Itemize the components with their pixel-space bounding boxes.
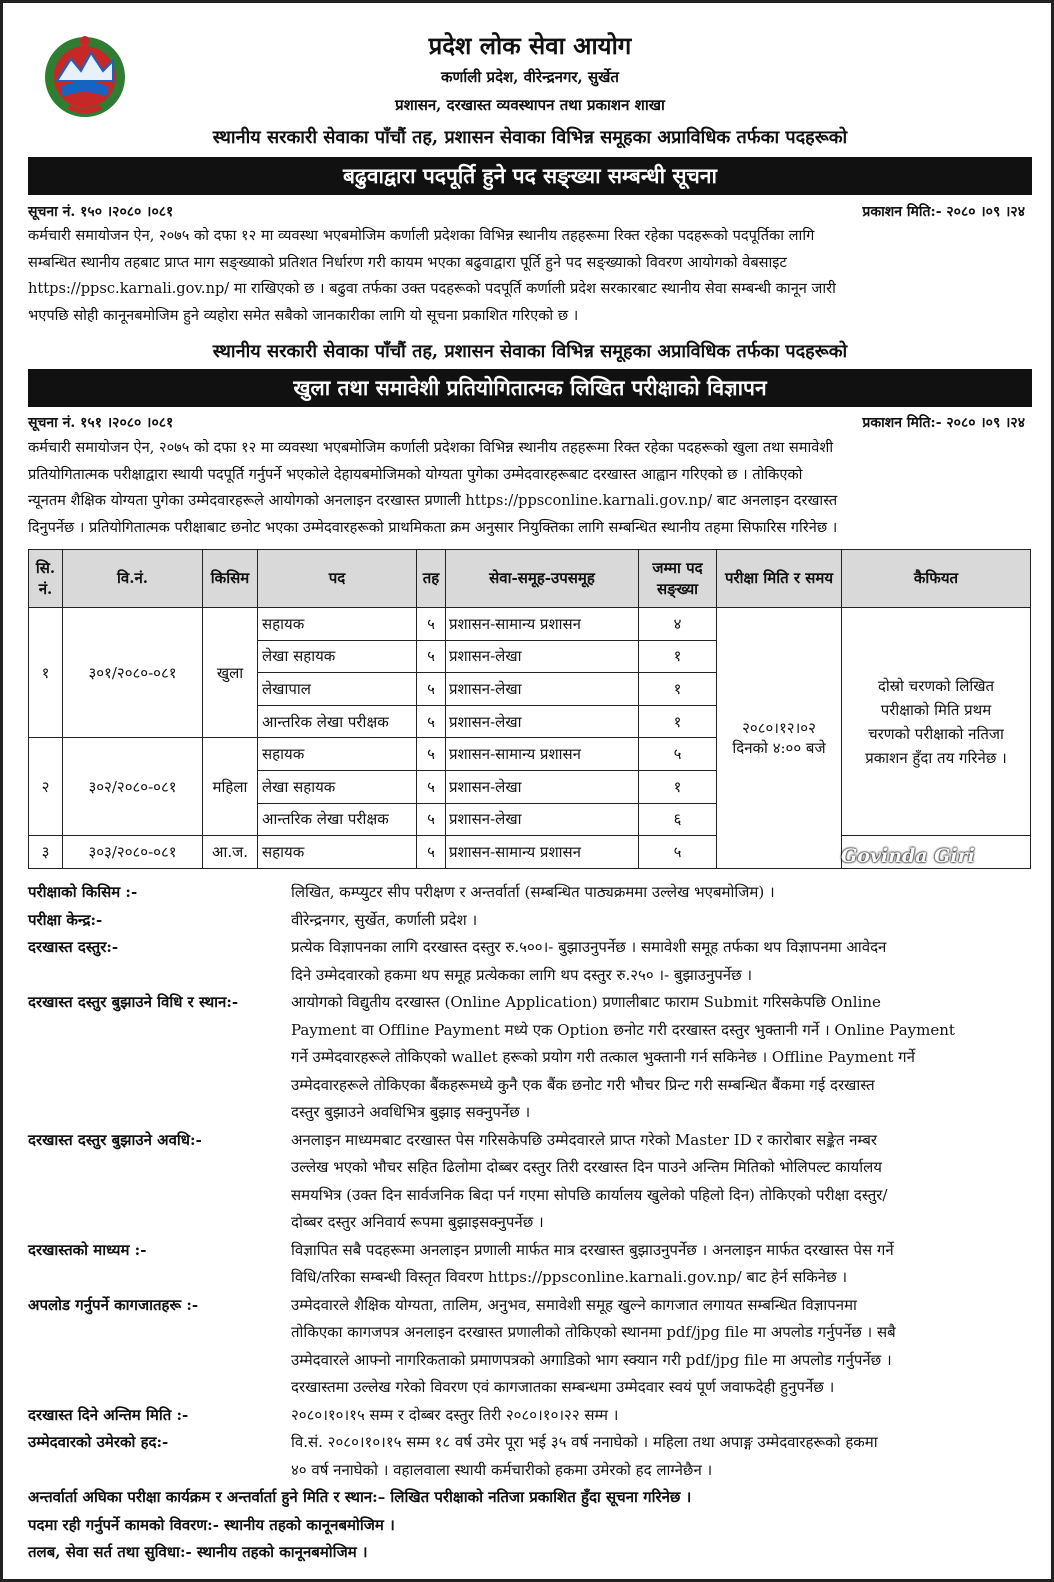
section2-notice-number: सूचना नं. १५१ ।२०८० ।०८१ [28, 415, 174, 431]
detail-row [28, 1127, 1032, 1237]
section1-line: सम्बन्धित स्थानीय तहबाट प्राप्त माग सङ्ख्याको प्रतिशत निर्धारण गरी कायम भएका बढुवाद्वारा पूर्ति हुने पद सङ्ख्याको विवरण आयोगको वेबसाइट [28, 253, 787, 271]
detail-value [291, 1127, 1032, 1237]
job-description-note: पदमा रही गर्नुपर्ने कामको विवरण:- स्थानीय तहको कानूनबमोजिम । [28, 1515, 395, 1534]
section2-publish-date: प्रकाशन मिति:- २०८० ।०९ ।२४ [862, 415, 1025, 431]
detail-value [291, 1429, 1032, 1484]
exam-time: दिनको ४:०० बजे [732, 738, 826, 757]
serial-cell: १ [29, 608, 63, 738]
exam-date: २०८०।१२।०२ [742, 718, 816, 737]
level-cell: ५ [417, 673, 446, 706]
detail-label: अपलोड गर्नुपर्ने कागजातहरू :- [28, 1295, 199, 1314]
post-cell: आन्तरिक लेखा परीक्षक [258, 803, 417, 836]
detail-row [28, 989, 1032, 1127]
detail-value [291, 989, 1032, 1127]
service-cell: प्रशासन-सामान्य प्रशासन [446, 836, 639, 869]
total-cell: १ [639, 705, 717, 738]
service-cell: प्रशासन-लेखा [446, 640, 639, 673]
detail-line: दस्तुर बुझाउने अवधिभित्र बुझाइ सक्नुपर्नेछ । [291, 1103, 531, 1121]
section2-heading: स्थानीय सरकारी सेवाका पाँचौं तह, प्रशासन सेवाका विभिन्न समूहका अप्राविधिक तर्फका पदहरूको [212, 341, 848, 362]
section2-body [28, 435, 1032, 541]
detail-line: दरखास्तमा उल्लेख गरेको विवरण एवं कागजातका सम्बन्धमा उम्मेदवार स्वयं पूर्ण जवाफदेही हुनुपर्नेछ । [291, 1378, 835, 1396]
post-cell: सहायक [258, 608, 417, 641]
detail-line: Payment वा Offline Payment मध्ये एक Option छनोट गरी दरखास्त दस्तुर भुक्तानी गर्ने । Online Payment [291, 1020, 955, 1039]
remarks-line: चरणको परीक्षाको नतिजा [868, 724, 1004, 743]
section2-banner: खुला तथा समावेशी प्रतियोगितात्मक लिखित परीक्षाको विज्ञापन [28, 369, 1032, 407]
details-section [28, 879, 1032, 1567]
detail-value [291, 1237, 1032, 1292]
detail-label: परीक्षा केन्द्र:- [28, 910, 103, 929]
detail-label: परीक्षाको किसिम :- [28, 883, 138, 901]
section1-publish-date: प्रकाशन मिति:- २०८० ।०९ ।२४ [862, 204, 1025, 220]
detail-line: उल्लेख भएको भौचर सहित ढिलोमा दोब्बर दस्तुर तिरी दरखास्त दिन पाउने अन्तिम मितिको भोलिपल्ट कार्यालय [291, 1158, 882, 1176]
section1-line: भएपछि सोही कानूनबमोजिम हुने व्यहोरा समेत सबैको जानकारीका लागि यो सूचना प्रकाशित गरिएको छ । [28, 306, 579, 324]
detail-line: दोब्बर दस्तुर अनिवार्य रूपमा बुझाइसक्नुपर्नेछ । [291, 1213, 544, 1231]
detail-row [28, 1429, 1032, 1484]
detail-line: आयोगको विद्युतीय दरखास्त (Online Application) प्रणालीबाट फाराम Submit गरिसकेपछि Online [291, 993, 881, 1011]
type-cell: आ.ज. [203, 836, 258, 869]
header-adv-number: वि.नं. [63, 550, 203, 608]
serial-cell: २ [29, 738, 63, 836]
exam-date-cell [717, 608, 842, 869]
table-header-row [29, 550, 1031, 608]
detail-row [28, 934, 1032, 989]
level-cell: ५ [417, 640, 446, 673]
detail-line: ४० वर्ष ननाघेको । वहालवाला स्थायी कर्मचारीको हकमा उमेरको हद लाग्नेछैन । [291, 1460, 713, 1479]
section1-line: कर्मचारी समायोजन ऐन, २०७५ को दफा १२ मा व्यवस्था भएबमोजिम कर्णाली प्रदेशका विभिन्न स्थानीय तहहरूमा रिक्त रहेका पदहरूको पदपूर्तिका लागि [28, 227, 815, 244]
post-cell: लेखापाल [258, 673, 417, 706]
service-cell: प्रशासन-सामान्य प्रशासन [446, 608, 639, 641]
header-total-posts: जम्मा पद सङ्ख्या [639, 550, 717, 608]
adv-number-cell: ३०१/२०८०-०८१ [63, 608, 203, 738]
detail-value [291, 907, 1032, 935]
total-cell: ५ [639, 836, 717, 869]
remarks-cell [842, 608, 1031, 836]
detail-line: २०८०।१०।१५ सम्म र दोब्बर दस्तुर तिरी २०८०।१०।२२ सम्म । [291, 1405, 619, 1424]
detail-label: दरखास्त दस्तुर:- [28, 938, 119, 956]
adv-number-cell: ३०३/२०८०-०८१ [63, 836, 203, 869]
post-cell: आन्तरिक लेखा परीक्षक [258, 705, 417, 738]
detail-label: दरखास्त दस्तुर बुझाउने अवधि:- [28, 1130, 202, 1149]
level-cell: ५ [417, 738, 446, 771]
detail-line: समयभित्र (उक्त दिन सार्वजनिक बिदा पर्न गएमा सोपछि कार्यालय खुलेको पहिलो दिन) तोकिएको परीक्षा दस्तुर/ [291, 1185, 888, 1204]
vacancy-table [28, 549, 1031, 869]
header-remarks: कैफियत [842, 550, 1031, 608]
post-cell: सहायक [258, 738, 417, 771]
detail-line: विधि/तरिका सम्बन्धी विस्तृत विवरण https://ppsconline.karnali.gov.np/ बाट हेर्न सकिनेछ । [291, 1268, 848, 1286]
detail-line: वि.सं. २०८०।१०।१५ सम्म १८ वर्ष उमेर पूरा भई ३५ वर्ष ननाघेको । महिला तथा अपाङ्ग उम्मेदवारहरूको हकमा [291, 1433, 878, 1451]
total-cell: १ [639, 673, 717, 706]
post-cell: लेखा सहायक [258, 770, 417, 803]
detail-value [291, 934, 1032, 989]
section1-banner: बढुवाद्वारा पदपूर्ति हुने पद सङ्ख्या सम्बन्धी सूचना [28, 157, 1032, 195]
remarks-line: दोस्रो चरणको लिखित [877, 676, 995, 695]
remarks-line: प्रकाशन हुँदा तय गरिनेछ । [865, 748, 1007, 767]
detail-label: उम्मेदवारको उमेरको हद:- [28, 1433, 169, 1451]
post-cell: सहायक [258, 836, 417, 869]
detail-value [291, 879, 1032, 907]
type-cell: महिला [203, 738, 258, 836]
detail-row [28, 1237, 1032, 1292]
detail-line: विज्ञापित सबै पदहरूमा अनलाइन प्रणाली मार्फत मात्र दरखास्त बुझाउनुपर्नेछ । अनलाइन मार्फत दरखास्त पेस गर्ने [291, 1240, 894, 1259]
detail-line: प्रत्येक विज्ञापनका लागि दरखास्त दस्तुर रु.५००।- बुझाउनुपर्नेछ । समावेशी समूह तर्फका थप विज्ञापनमा आवेदन [291, 938, 887, 956]
header-type: किसिम [203, 550, 258, 608]
header-serial: सि. नं. [29, 550, 63, 608]
service-cell: प्रशासन-लेखा [446, 705, 639, 738]
detail-line: उम्मेदवारहरूले तोकिएका बैंकहरूमध्ये कुनै एक बैंक छनोट गरी भौचर प्रिन्ट गरी सम्बन्धित बैंकमा गई दरखास्त [291, 1075, 875, 1094]
detail-line: अनलाइन माध्यमबाट दरखास्त पेस गरिसकेपछि उम्मेदवारले प्राप्त गरेको Master ID र कारोबार सङ्केत नम्बर [291, 1130, 878, 1149]
table-row [29, 608, 1031, 641]
header-exam-date: परीक्षा मिति र समय [717, 550, 842, 608]
header-post: पद [258, 550, 417, 608]
header-service-group: सेवा-समूह-उपसमूह [446, 550, 639, 608]
detail-row [28, 879, 1032, 907]
detail-line: उम्मेदवारले आफ्नो नागरिकताको प्रमाणपत्रको अगाडिको भाग स्क्यान गरी pdf/jpg file मा अपलोड गर्नुपर्नेछ । [291, 1350, 892, 1369]
section1-line: https://ppsc.karnali.gov.np/ मा राखिएको छ । बढुवा तर्फका उक्त पदहरूको पदपूर्ति कर्णाली प्रदेश सरकारबाट स्थानीय सेवा सम्बन्धी कानून जारी [28, 280, 836, 297]
detail-line: उम्मेदवारले शैक्षिक योग्यता, तालिम, अनुभव, समावेशी समूह खुल्ने कागजात लगायत सम्बन्धित विज्ञापनमा [291, 1295, 857, 1314]
header-level: तह [417, 550, 446, 608]
adv-number-cell: ३०२/२०८०-०८१ [63, 738, 203, 836]
level-cell: ५ [417, 836, 446, 869]
service-cell: प्रशासन-लेखा [446, 673, 639, 706]
total-cell: ४ [639, 608, 717, 641]
detail-label: दरखास्त दिने अन्तिम मिति :- [28, 1405, 189, 1424]
detail-label: दरखास्तको माध्यम :- [28, 1240, 147, 1259]
remarks-line: परीक्षाको मिति प्रथम [880, 700, 992, 719]
total-cell: ६ [639, 803, 717, 836]
serial-cell: ३ [29, 836, 63, 869]
section1-notice-number: सूचना नं. १५० ।२०८० ।०८१ [28, 204, 174, 220]
total-cell: ५ [639, 738, 717, 771]
detail-line: वीरेन्द्रनगर, सुर्खेत, कर्णाली प्रदेश । [291, 910, 478, 929]
branch-name: प्रशासन, दरखास्त व्यवस्थापन तथा प्रकाशन शाखा [395, 96, 665, 114]
section2-line: न्यूनतम शैक्षिक योग्यता पुगेका उम्मेदवारहरूले आयोगको अनलाइन दरखास्त प्रणाली https://ppsconline.karnali.gov.np/ बाट अनलाइन दरखास्त [28, 492, 838, 509]
service-cell: प्रशासन-लेखा [446, 803, 639, 836]
total-cell: १ [639, 640, 717, 673]
post-cell: लेखा सहायक [258, 640, 417, 673]
level-cell: ५ [417, 608, 446, 641]
interview-schedule-note: अन्तर्वार्ता अघिका परीक्षा कार्यक्रम र अन्तर्वार्ता हुने मिति र स्थान:– लिखित परीक्षाको नतिजा प्रकाशित हुँदा सूचना गरिनेछ । [28, 1488, 692, 1506]
total-cell: १ [639, 770, 717, 803]
section2-line: दिनुपर्नेछ । प्रतियोगितात्मक परीक्षाबाट छनोट भएका उम्मेदवारहरूको प्राथमिकता क्रम अनुसार नियुक्तिका लागि सम्बन्धित स्थानीय तहमा सिफारिस गरिनेछ । [28, 518, 838, 536]
level-cell: ५ [417, 770, 446, 803]
detail-row [28, 1292, 1032, 1402]
level-cell: ५ [417, 705, 446, 738]
section2-line: प्रतियोगितात्मक परीक्षाद्वारा स्थायी पदपूर्ति गर्नुपर्ने भएकोले देहायबमोजिमको योग्यता पुगेका उम्मेदवारहरूबाट दरखास्त आह्वान गरिएको छ । तोकिएको [28, 465, 803, 483]
service-cell: प्रशासन-लेखा [446, 770, 639, 803]
service-cell: प्रशासन-सामान्य प्रशासन [446, 738, 639, 771]
section2-line: कर्मचारी समायोजन ऐन, २०७५ को दफा १२ मा व्यवस्था भएबमोजिम कर्णाली प्रदेशका विभिन्न स्थानीय तहहरूमा रिक्त रहेका पदहरूको खुला तथा समावेशी [28, 439, 834, 456]
detail-line: दिने उम्मेदवारको हकमा थप समूह प्रत्येकका लागि थप दस्तुर रु.२५० ।- बुझाउनुपर्नेछ । [291, 965, 753, 984]
detail-row [28, 907, 1032, 935]
detail-line: लिखित, कम्प्युटर सीप परीक्षण र अन्तर्वार्ता (सम्बन्धित पाठ्यक्रममा उल्लेख भएबमोजिम) । [291, 883, 775, 901]
section1-body [28, 223, 1032, 329]
province-address: कर्णाली प्रदेश, वीरेन्द्रनगर, सुर्खेत [441, 68, 619, 86]
detail-line: तोकिएका कागजपत्र अनलाइन दरखास्त प्रणालीको तोकिएको स्थानमा pdf/jpg file मा अपलोड गर्नुपर्नेछ । सबै [291, 1323, 896, 1341]
detail-value [291, 1292, 1032, 1402]
detail-value [291, 1402, 1032, 1430]
watermark: Govinda Giri [841, 845, 975, 867]
commission-title: प्रदेश लोक सेवा आयोग [428, 31, 632, 60]
salary-conditions-note: तलब, सेवा सर्त तथा सुविधा:- स्थानीय तहको कानूनबमोजिम । [28, 1543, 368, 1561]
type-cell: खुला [203, 608, 258, 738]
detail-label: दरखास्त दस्तुर बुझाउने विधि र स्थान:- [28, 993, 239, 1011]
detail-line: गर्ने उम्मेदवारहरूले तोकिएको wallet हरूको प्रयोग गरी तत्काल भुक्तानी गर्न सकिनेछ । Offline Payment गर्ने [291, 1048, 915, 1066]
level-cell: ५ [417, 803, 446, 836]
detail-row [28, 1402, 1032, 1430]
section1-heading: स्थानीय सरकारी सेवाका पाँचौं तह, प्रशासन सेवाका विभिन्न समूहका अप्राविधिक तर्फका पदहरूको [212, 127, 848, 148]
